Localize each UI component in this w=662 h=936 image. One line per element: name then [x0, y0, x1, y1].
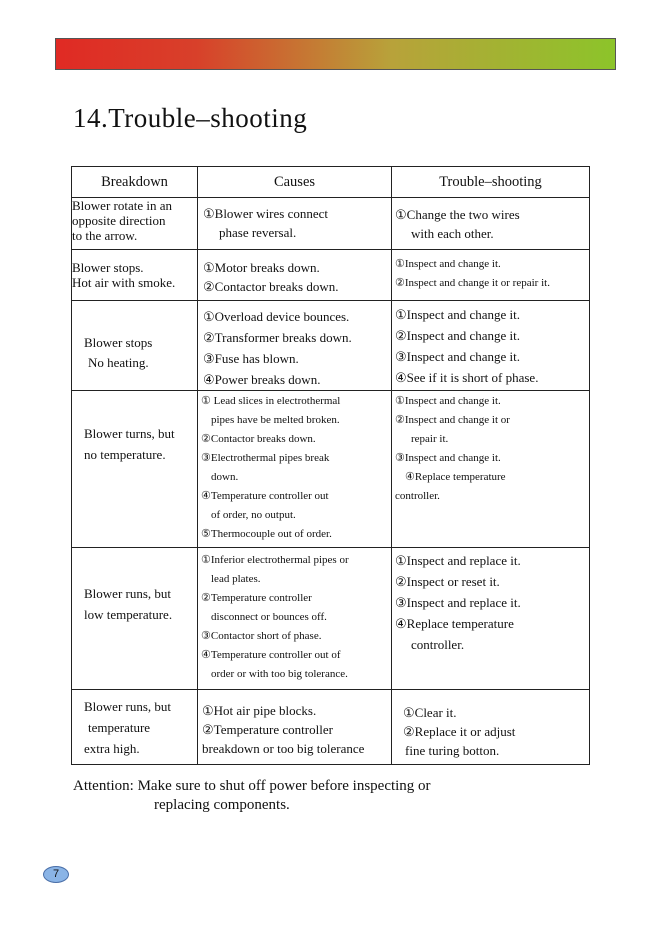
breakdown-cell: Blower stops No heating. [72, 301, 198, 391]
causes-cell: ①Blower wires connect phase reversal. [198, 198, 392, 250]
causes-cell: ①Hot air pipe blocks. ②Temperature controller breakdown or too big tolerance [198, 690, 392, 765]
troubleshooting-cell: ①Inspect and change it. ②Inspect and change it. ③Inspect and change it. ④See if it is short of phase. [392, 301, 590, 391]
troubleshooting-table [71, 166, 590, 765]
header-gradient-banner [55, 38, 616, 70]
causes-cell: ① Lead slices in electrothermal pipes have be melted broken. ②Contactor breaks down. ③Electrothermal pipes break down. ④Temperature controller out of order, no output. ⑤Thermocouple out of order. [198, 391, 392, 548]
causes-cell: ①Overload device bounces. ②Transformer breaks down. ③Fuse has blown. ④Power breaks down. [198, 301, 392, 391]
table-row [72, 548, 590, 690]
breakdown-cell: Blower turns, but no temperature. [72, 391, 198, 548]
breakdown-cell: Blower rotate in an opposite direction to the arrow. [72, 198, 198, 250]
page-title: 14.Trouble–shooting [73, 103, 308, 133]
page-number-badge: 7 [43, 866, 69, 883]
troubleshooting-cell: ①Clear it. ②Replace it or adjust fine turing botton. [392, 690, 590, 765]
table-row [72, 198, 590, 250]
header-troubleshooting: Trouble–shooting [392, 167, 590, 198]
breakdown-cell: Blower stops. Hot air with smoke. [72, 250, 198, 301]
table-row [72, 250, 590, 301]
breakdown-cell: Blower runs, but low temperature. [72, 548, 198, 690]
attention-note [73, 777, 431, 815]
table-row [72, 391, 590, 548]
table-header-row [72, 167, 590, 198]
attention-line-2: replacing components. [154, 797, 290, 813]
table-row [72, 690, 590, 765]
header-breakdown: Breakdown [72, 167, 198, 198]
troubleshooting-cell: ①Change the two wires with each other. [392, 198, 590, 250]
troubleshooting-cell: ①Inspect and change it. ②Inspect and change it or repair it. [392, 250, 590, 301]
troubleshooting-cell: ①Inspect and replace it. ②Inspect or reset it. ③Inspect and replace it. ④Replace temperature controller. [392, 548, 590, 690]
attention-line-1: Attention: Make sure to shut off power before inspecting or [73, 778, 431, 794]
table-row [72, 301, 590, 391]
breakdown-cell: Blower runs, but temperature extra high. [72, 690, 198, 765]
causes-cell: ①Inferior electrothermal pipes or lead plates. ②Temperature controller disconnect or bounces off. ③Contactor short of phase. ④Temperature controller out of order or with too big tolerance. [198, 548, 392, 690]
troubleshooting-cell: ①Inspect and change it. ②Inspect and change it or repair it. ③Inspect and change it. ④Replace temperature controller. [392, 391, 590, 548]
causes-cell: ①Motor breaks down. ②Contactor breaks down. [198, 250, 392, 301]
header-causes: Causes [198, 167, 392, 198]
